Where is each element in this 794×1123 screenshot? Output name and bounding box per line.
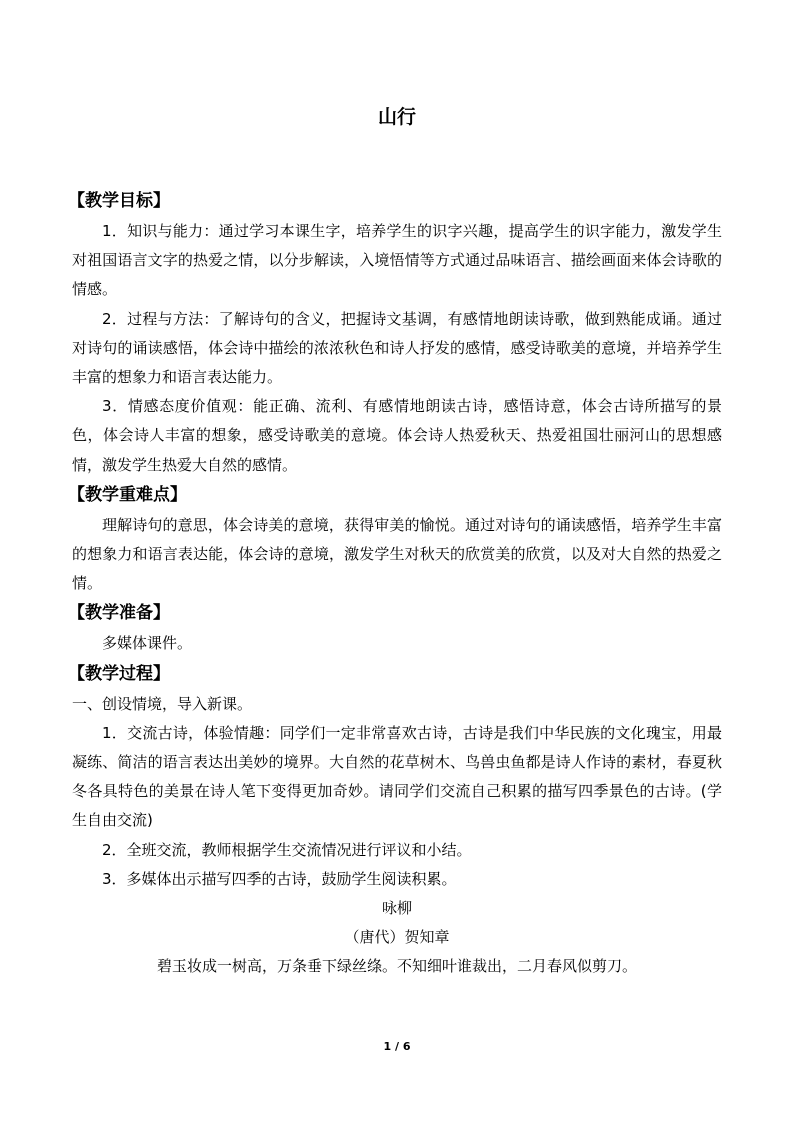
poem-text: 碧玉妆成一树高，万条垂下绿丝绦。不知细叶谁裁出，二月春风似剪刀。	[156, 957, 637, 976]
preparation-paragraph: 多媒体课件。	[102, 634, 193, 653]
section-heading-process: 【教学过程】	[68, 663, 170, 684]
objective-item-3: 3．情感态度价值观：能正确、流利、有感情地朗读古诗，感悟诗意，体会古诗所描写的景色，体会诗人丰富的想象，感受诗歌美的意境。体会诗人热爱秋天、热爱祖国壮丽河山的思想感情，激发学生热爱大自然的感情。	[72, 397, 722, 474]
section-heading-preparation: 【教学准备】	[68, 603, 170, 624]
poem-title: 咏柳	[381, 899, 412, 918]
document-body	[68, 186, 722, 982]
page-indicator: 1 / 6	[383, 1040, 411, 1053]
section-heading-objectives: 【教学目标】	[68, 191, 170, 211]
section-heading-keypoints: 【教学重难点】	[68, 484, 187, 505]
objective-item-2: 2．过程与方法：了解诗句的含义，把握诗文基调，有感情地朗读诗歌，做到熟能成诵。通过对诗句的诵读感悟，体会诗中描绘的浓浓秋色和诗人抒发的感情，感受诗歌美的意境，并培养学生丰富的想象力和语言表达能力。	[72, 309, 722, 387]
objective-item-1: 1．知识与能力：通过学习本课生字，培养学生的识字兴趣，提高学生的识字能力，激发学生对祖国语言文字的热爱之情，以分步解读，入境悟情等方式通过品味语言、描绘画面来体会诗歌的情感。	[72, 222, 722, 299]
process-item-1: 1．交流古诗，体验情趣：同学们一定非常喜欢古诗，古诗是我们中华民族的文化瑰宝，用最凝练、简洁的语言表达出美妙的境界。大自然的花草树木、鸟兽虫鱼都是诗人作诗的素材，春夏秋冬各具特色的美景在诗人笔下变得更加奇妙。请同学们交流自己积累的描写四季景色的古诗。(学生自由交流)	[72, 723, 722, 830]
poem-author: （唐代）贺知章	[344, 928, 450, 947]
process-item-3: 3．多媒体出示描写四季的古诗，鼓励学生阅读积累。	[102, 869, 457, 888]
process-item-2: 2．全班交流，教师根据学生交流情况进行评议和小结。	[102, 840, 472, 859]
keypoints-paragraph: 理解诗句的意思，体会诗美的意境，获得审美的愉悦。通过对诗句的诵读感悟，培养学生丰富的想象力和语言表达能，体会诗的意境，激发学生对秋天的欣赏美的欣赏，以及对大自然的热爱之情。	[72, 515, 722, 593]
document-title: 山行	[377, 106, 416, 128]
process-step-title: 一、创设情境，导入新课。	[72, 694, 253, 713]
